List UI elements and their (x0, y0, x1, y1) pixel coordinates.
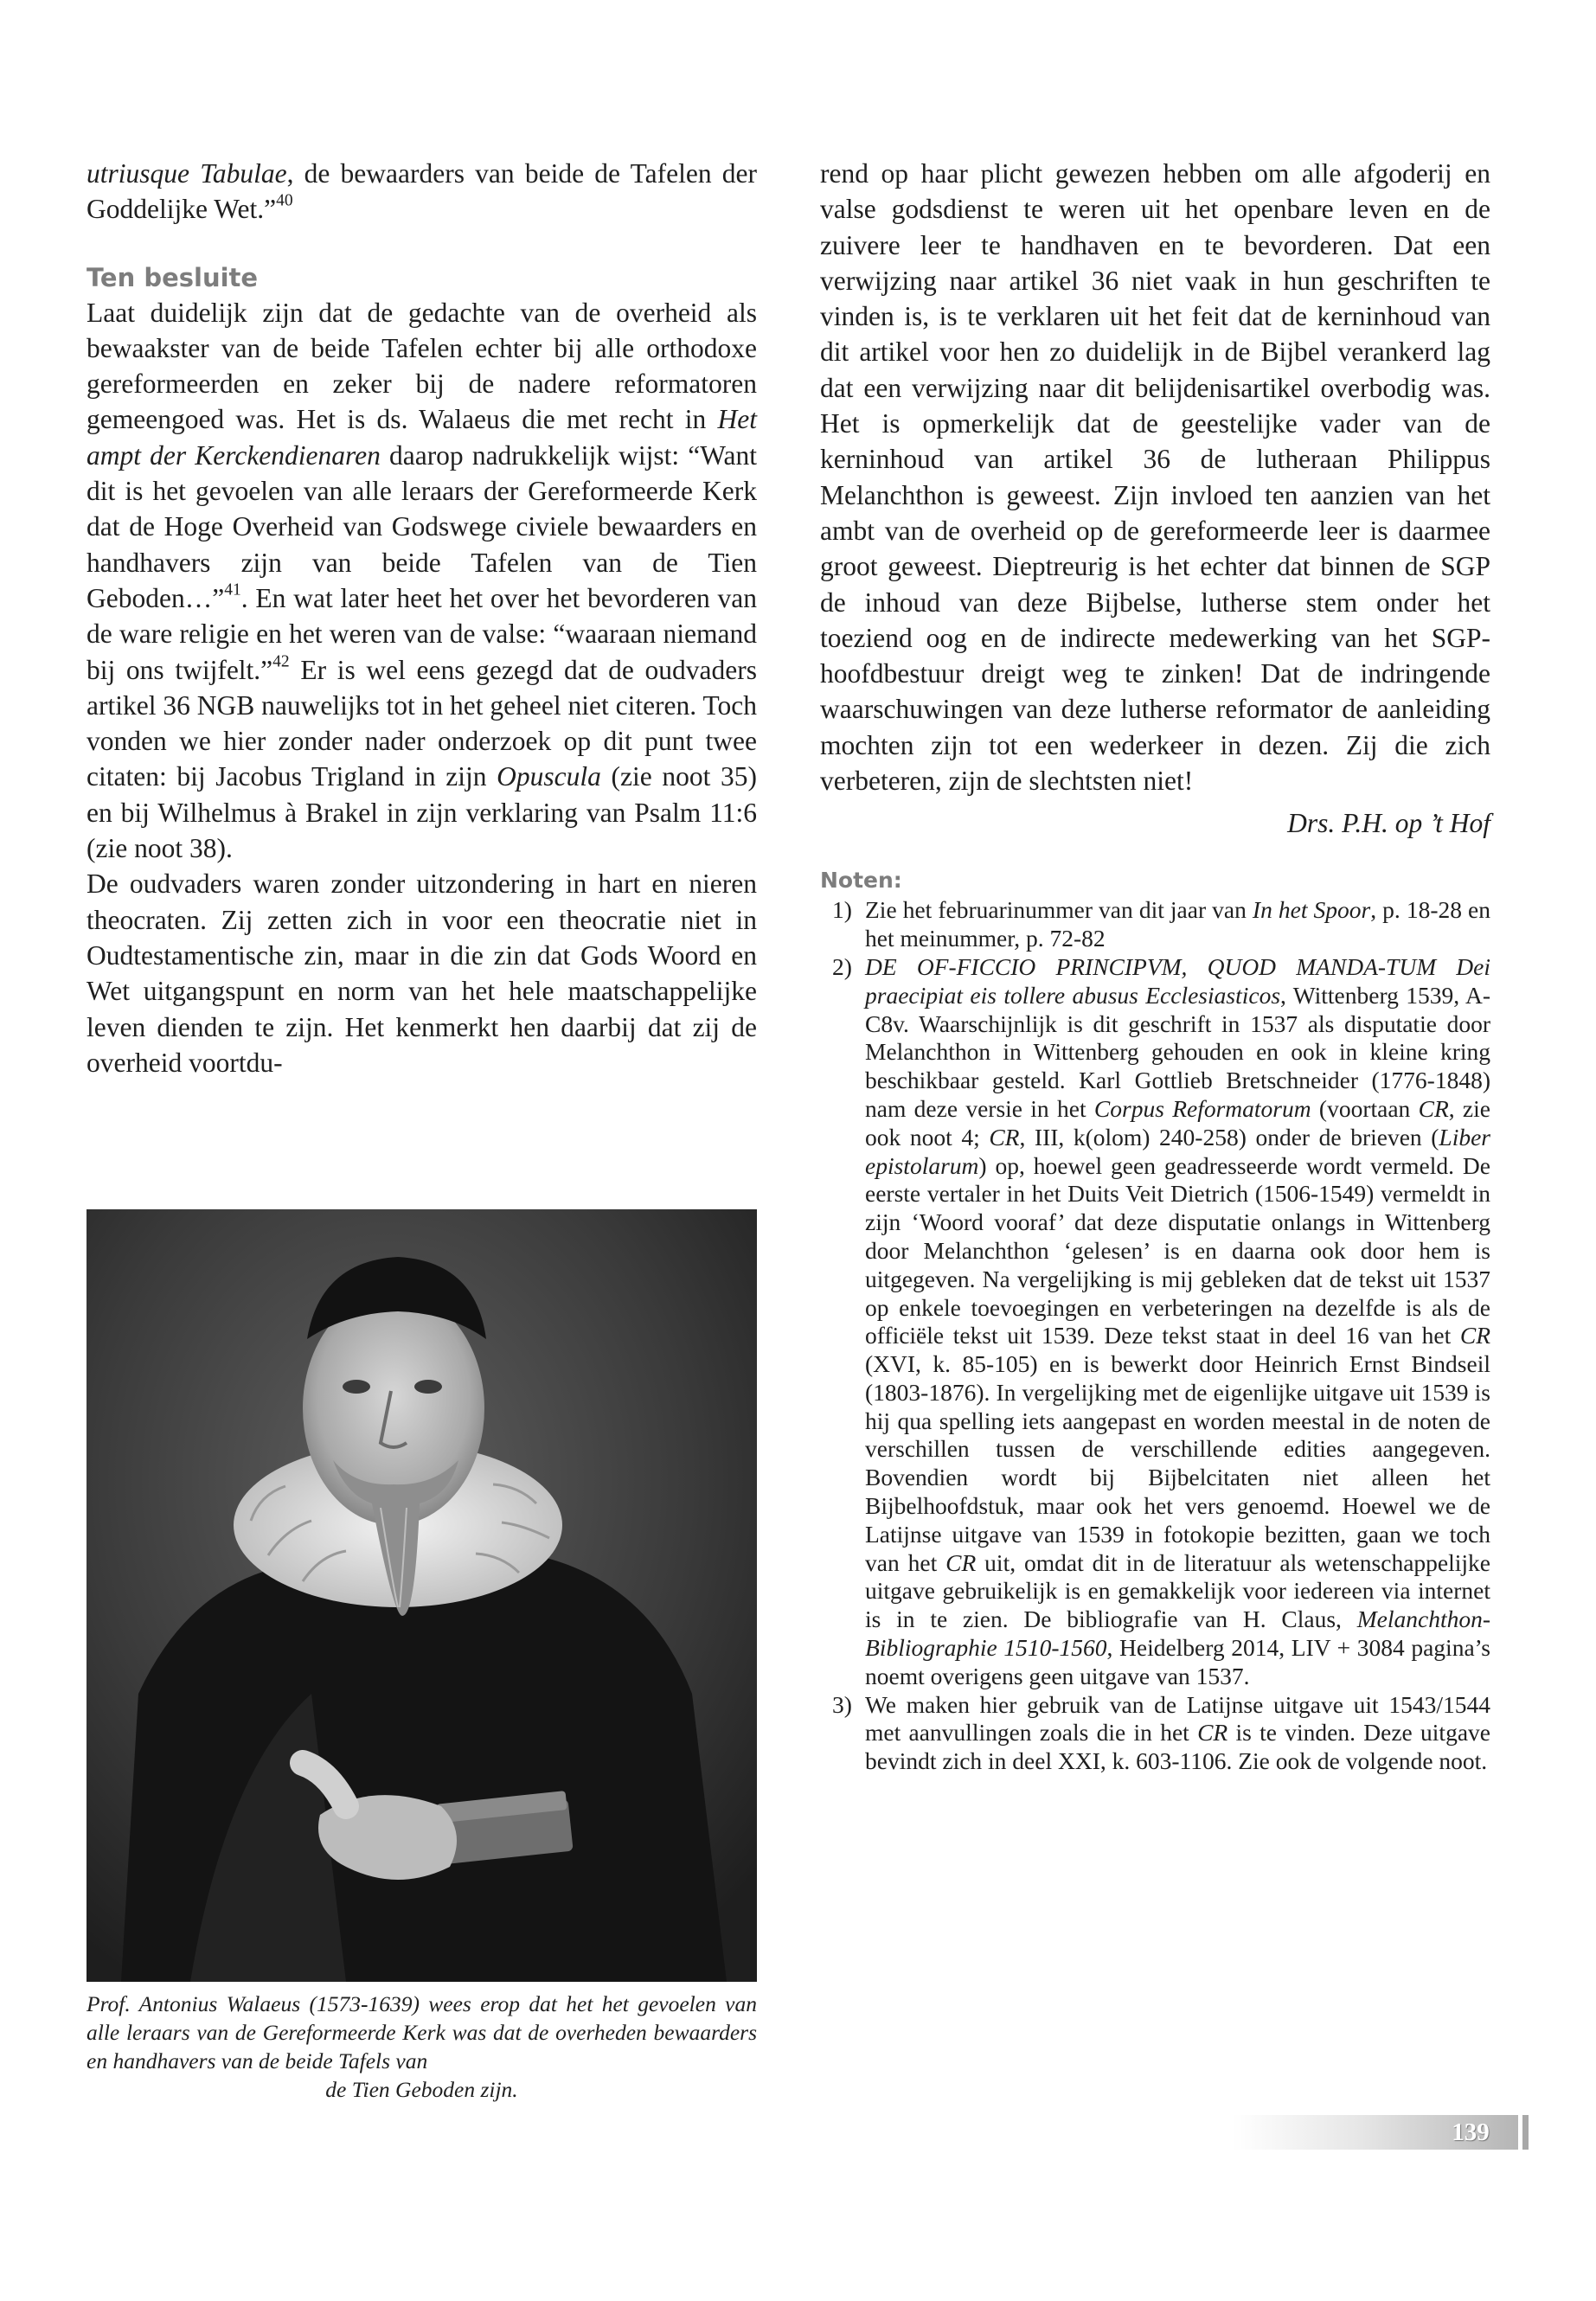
work-title: DE OF-FICCIO PRINCIPVM, QUOD MANDA-TUM Dei praecipiat eis tollere abusus Ecclesiasticos (865, 952, 1490, 1009)
abbreviation: CR (1197, 1719, 1228, 1747)
work-title: Corpus Reformatorum (1093, 1094, 1311, 1122)
intro-italic: utriusque Tabulae (87, 158, 287, 189)
text-run: Er is wel eens gezegd dat de oudvaders artikel 36 NGB nauwelijks tot in het geheel niet citeren. Toch vonden we hier zonder nader onderzoek op dit punt twee citaten: bij Jacobus Trigland in zijn (87, 654, 757, 792)
intro-text: , de bewaarders van beide de Tafelen der Goddelijke Wet.” (87, 158, 757, 225)
notes-list (820, 896, 1490, 1776)
text-run: (voortaan (1311, 1094, 1419, 1122)
text-run: Zie het februarinummer van dit jaar van (865, 896, 1253, 924)
text-run: daarop nadrukkelijk wijst: “Want dit is het gevoelen van alle leraars der Gereformeerde Kerk dat de Hoge Overheid van Godswege civiele bewaarders en handhavers zijn van beide Tafelen van de Tien Geboden…” (87, 439, 757, 613)
abbreviation: CR (1459, 1322, 1490, 1349)
note-number: 3) (832, 1690, 852, 1718)
text-run: Laat duidelijk zijn dat de gedachte van de overheid als bewaakster van de beide Tafelen echter bij alle orthodoxe gereformeerden en zeker bij de nadere reformatoren gemeengoed was. Het is ds. Walaeus die met recht in (87, 297, 757, 435)
author-signature: Drs. P.H. op ’t Hof (1287, 808, 1490, 839)
note-item (820, 1691, 1490, 1776)
portrait-illustration (87, 1209, 757, 1982)
text-run: , III, k(olom) 240-258) onder de brieven ( (1019, 1123, 1439, 1150)
note-item (820, 896, 1490, 953)
page-number: 139 (1452, 2118, 1490, 2146)
text-run: ) op, hoewel geen geadresseerde wordt vermeld. De eerste vertaler in het Duits Veit Dietrich (1506-1549) vermeldt in zijn ‘Woord vooraf’ dat deze disputatie onlangs in Wittenberg door Melanchthon ‘gelesen’ is en daarna ook door hem is uitgegeven. Na vergelijking is mij gebleken dat de tekst uit 1537 op enkele toevoegingen en verbeteringen na dezelfde is als de officiële tekst uit 1539. Deze tekst staat in deel 16 van het (865, 1151, 1490, 1349)
paragraph-3: rend op haar plicht gewezen hebben om alle afgoderij en valse godsdienst te weren uit het openbare leven en de zuivere leer te handhaven en te bevorderen. Dat een verwijzing naar artikel 36 niet vaak in hun geschriften te vinden is, is te verklaren uit het feit dat de kerninhoud van dit artikel voor hen zo duidelijk in de Bijbel verankerd lag dat een verwijzing naar dit belijdenisartikel overbodig was. Het is opmerkelijk dat de geestelijke vader van de kerninhoud van artikel 36 de lutheraan Philippus Melanchthon is geweest. Zijn invloed ten aanzien van het ambt van de overheid op de gereformeerde leer is daarmee groot geweest. Dieptreurig is het echter dat binnen de SGP de inhoud van deze Bijbelse, lutherse stem onder het toeziend oog en de indirecte medewerking van het SGP-hoofdbestuur dreigt weg te zinken! Dat de indringende waarschuwingen van deze lutherse reformator de aanleiding mochten zijn tot een wederkeer in dezen. Zij die zich verbeteren, zijn de slechtsten niet! (820, 158, 1490, 797)
left-column (87, 156, 757, 1080)
abbreviation: CR (1418, 1094, 1449, 1122)
note-item (820, 953, 1490, 1691)
footnote-ref: 41 (224, 580, 241, 599)
text-run: We maken hier gebruik van de Latijnse uitgave uit 1543/1544 met aanvullingen zoals die in het (865, 1690, 1490, 1747)
text-run: (XVI, k. 85-105) en is bewerkt door Heinrich Ernst Bindseil (1803-1876). In vergelijking met de eigenlijke uitgave uit 1539 is hij qua spelling iets aangepast en worden meestal in de noten de verschillen tussen de verschillende edities aangegeven. Bovendien wordt bij Bijbelcitaten niet alleen het Bijbelhoofdstuk, maar ook het vers genoemd. Hoewel we de Latijnse uitgave van 1539 in fotokopie bezitten, gaan we toch van het (865, 1350, 1490, 1576)
work-title: Melanchthon-Bibliographie 1510-1560 (865, 1606, 1490, 1662)
text-run: , Heidelberg 2014, LIV + 3084 pagina’s noemt overigens geen uitgave van 1537. (865, 1634, 1490, 1689)
note-number: 1) (832, 896, 852, 924)
right-column (820, 156, 1490, 1776)
footnote-ref: 40 (276, 191, 293, 210)
paragraph-1 (87, 295, 757, 867)
caption-text: Prof. Antonius Walaeus (1573-1639) wees erop dat het het gevoelen van alle leraars van de Gereformeerde Kerk was dat de overheden bewaarders en handhavers van de beide Tafels van (87, 1991, 757, 2073)
page-marker (1522, 2115, 1529, 2150)
work-title: Liber epistolarum (865, 1123, 1491, 1179)
paragraph-2: De oudvaders waren zonder uitzondering in hart en nieren theocraten. Zij zetten zich in voor een theocratie niet in Oudtestamentische zin, maar in die zin dat Gods Woord en Wet uitgangspunt en norm van het hele maatschappelijke leven dienden te zijn. Het kenmerkt hen daarbij dat zij de overheid voortdu- (87, 868, 757, 1078)
footnote-ref: 42 (272, 651, 290, 670)
text-run: is te vinden. Deze uitgave bevindt zich in deel XXI, k. 603-1106. Zie ook de volgende noot. (865, 1719, 1490, 1775)
note-number: 2) (832, 952, 852, 980)
text-run: . En wat later heet het over het bevorderen van de ware religie en het weren van de valse: “waaraan niemand bij ons twijfelt.” (87, 582, 757, 685)
section-heading: Ten besluite (87, 262, 259, 292)
intro-paragraph (87, 156, 757, 228)
abbreviation: CR (989, 1123, 1020, 1150)
text-run: , p. 18-28 en het meinummer, p. 72-82 (865, 896, 1490, 952)
caption-last-line: de Tien Geboden zijn. (325, 2077, 518, 2102)
journal-title: In het Spoor (1252, 896, 1371, 924)
portrait-image (87, 1209, 757, 1982)
book-title: Opuscula (497, 761, 601, 792)
abbreviation: CR (945, 1548, 977, 1576)
text-run: uit, omdat dit in de literatuur als wetenschappelijke uitgave gebruikelijk is en gemakkelijk voor iedereen via internet is in te zien. De bibliografie van H. Claus, (865, 1548, 1490, 1633)
notes-heading: Noten: (820, 868, 902, 894)
portrait-caption (87, 1990, 757, 2104)
book-title: Het ampt der Kerckendienaren (87, 404, 757, 471)
text-run: , zie ook noot 4; (865, 1094, 1490, 1150)
text-run: , Wittenberg 1539, A-C8v. Waarschijnlijk is dit geschrift in 1537 als disputatie door Melanchthon in Wittenberg gehouden en ook in kleine kring beschikbaar gesteld. Karl Gottlieb Bretschneider (1776-1848) nam deze versie in het (865, 981, 1490, 1122)
text-run: (zie noot 35) en bij Wilhelmus à Brakel in zijn verklaring van Psalm 11:6 (zie noot 38). (87, 761, 757, 864)
